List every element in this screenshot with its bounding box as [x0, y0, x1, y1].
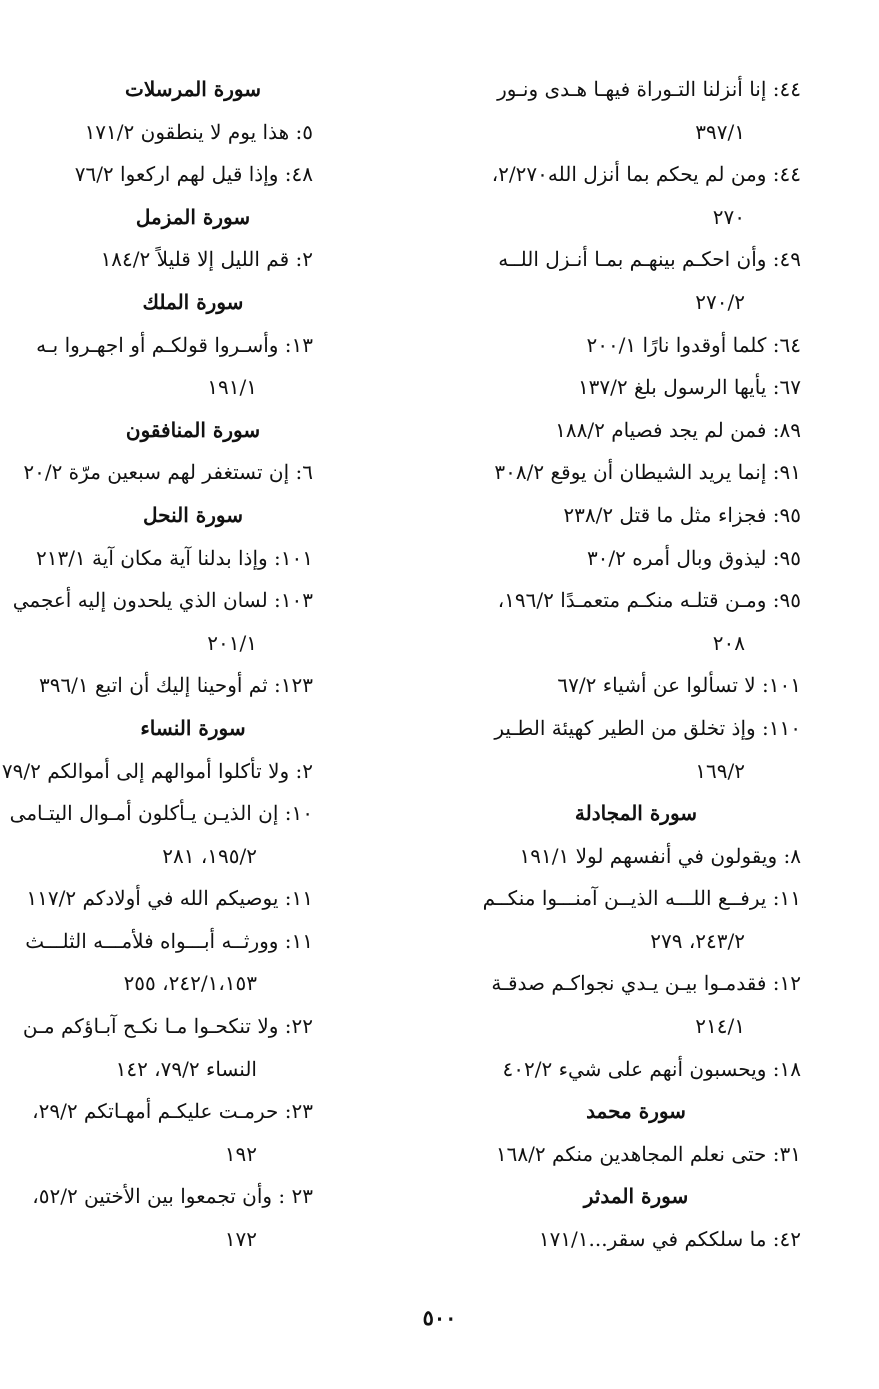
entry-continuation: ٢٧٠/٢	[695, 289, 745, 314]
index-column-right	[471, 68, 801, 1261]
surah-heading: سورة المدثر	[583, 1184, 689, 1209]
surah-heading: سورة محمد	[586, 1099, 686, 1124]
index-entry: ٤٤: ومن لم يحكم بما أنزل الله٢/٢٧٠،	[491, 162, 801, 187]
index-entry: ٩١: إنما يريد الشيطان أن يوقع ٣٠٨/٢	[494, 460, 801, 485]
surah-heading: سورة المنافقون	[125, 417, 261, 442]
index-entry: ١٠٣: لسان الذي يلحدون إليه أعجمي	[12, 588, 313, 613]
index-entry: ٥: هذا يوم لا ينطقون ١٧١/٢	[84, 119, 313, 144]
entry-continuation: ٢٧٠	[712, 204, 745, 229]
index-entry: ٢٢: ولا تنكحـوا مـا نكـح آبـاؤكم مـن	[22, 1014, 313, 1039]
index-entry: ٤٨: وإذا قيل لهم اركعوا ٧٦/٢	[74, 162, 313, 187]
entry-continuation: النساء ٧٩/٢، ١٤٢	[115, 1056, 257, 1081]
entry-continuation: ٢٤٣/٢، ٢٧٩	[650, 928, 745, 953]
surah-heading: سورة المرسلات	[125, 77, 261, 101]
index-entry: ٣١: حتى نعلم المجاهدين منكم ١٦٨/٢	[495, 1141, 801, 1166]
index-entry: ١٠١: لا تسألوا عن أشياء ٦٧/٢	[557, 673, 801, 698]
index-entry: ٤٢: ما سلككم في سقر...١٧١/١	[538, 1227, 801, 1252]
index-entry: ٢٣ : وأن تجمعوا بين الأختين ٥٢/٢،	[32, 1184, 313, 1209]
entry-continuation: ٢٠١/١	[207, 630, 257, 655]
page-number: ٥٠٠	[422, 1305, 457, 1330]
surah-heading: سورة النحل	[143, 502, 243, 527]
index-column-left	[1, 68, 313, 1261]
surah-heading: سورة المزمل	[135, 204, 251, 229]
index-entry: ١٠: إن الذيـن يـأكلون أمـوال اليتـامى	[9, 801, 313, 826]
index-entry: ١٢٣: ثم أوحينا إليك أن اتبع ٣٩٦/١	[38, 673, 313, 698]
index-entry: ١١٠: وإذ تخلق من الطير كهيئة الطـير	[494, 715, 801, 740]
index-entry: ١٣: وأسـروا قولكـم أو اجهـروا بـه	[36, 332, 313, 357]
index-entry: ١١: يرفــع اللـــه الذيــن آمنـــوا منكــم	[482, 886, 801, 911]
index-entry: ٤٤: إنا أنزلنا التـوراة فيهـا هـدى ونـور	[497, 77, 801, 101]
surah-heading: سورة الملك	[142, 289, 244, 314]
index-entry: ١٢: فقدمـوا بيـن يـدي نجواكـم صدقـة	[491, 971, 801, 996]
index-entry: ٤٩: وأن احكـم بينهـم بمـا أنـزل اللــه	[498, 247, 801, 272]
index-entry: ٢: قم الليل إلا قليلاً ١٨٤/٢	[100, 247, 313, 272]
index-entry: ٩٥: فجزاء مثل ما قتل ٢٣٨/٢	[563, 502, 801, 527]
surah-heading: سورة المجادلة	[574, 801, 698, 826]
index-entry: ١١: وورثــه أبـــواه فلأمـــه الثلـــث	[25, 928, 313, 953]
entry-continuation: ١٩٥/٢، ٢٨١	[162, 843, 257, 868]
index-entry: ٨٩: فمن لم يجد فصيام ١٨٨/٢	[555, 417, 801, 442]
surah-heading: سورة النساء	[140, 715, 246, 740]
index-entry: ٢: ولا تأكلوا أموالهم إلى أموالكم ٧٩/٢	[1, 758, 313, 783]
index-entry: ١١: يوصيكم الله في أولادكم ١١٧/٢	[26, 886, 313, 911]
entry-continuation: ٣٩٧/١	[695, 119, 745, 144]
index-entry: ٦: إن تستغفر لهم سبعين مرّة ٢٠/٢	[23, 460, 313, 485]
entry-continuation: ١٩١/١	[207, 375, 257, 400]
entry-continuation: ١٧٢	[224, 1227, 257, 1252]
index-entry: ٩٥: ليذوق وبال أمره ٣٠/٢	[586, 545, 801, 570]
entry-continuation: ١٦٩/٢	[695, 758, 745, 783]
entry-continuation: ٢٤٢/١،١٥٣، ٢٥٥	[123, 971, 257, 996]
entry-continuation: ١٩٢	[224, 1141, 257, 1166]
entry-continuation: ٢١٤/١	[695, 1014, 745, 1039]
entry-continuation: ٢٠٨	[712, 630, 745, 655]
index-entry: ٦٧: يأيها الرسول بلغ ١٣٧/٢	[577, 375, 801, 400]
index-entry: ٩٥: ومـن قتلـه منكـم متعمـدًا ١٩٦/٢،	[497, 588, 801, 613]
index-entry: ١٠١: وإذا بدلنا آية مكان آية ٢١٣/١	[35, 545, 313, 570]
index-entry: ٦٤: كلما أوقدوا نارًا ٢٠٠/١	[586, 332, 801, 357]
index-entry: ١٨: ويحسبون أنهم على شيء ٤٠٢/٢	[502, 1056, 801, 1081]
index-entry: ٢٣: حرمـت عليكـم أمهـاتكم ٢٩/٢،	[32, 1099, 313, 1124]
index-entry: ٨: ويقولون في أنفسهم لولا ١٩١/١	[519, 843, 801, 868]
